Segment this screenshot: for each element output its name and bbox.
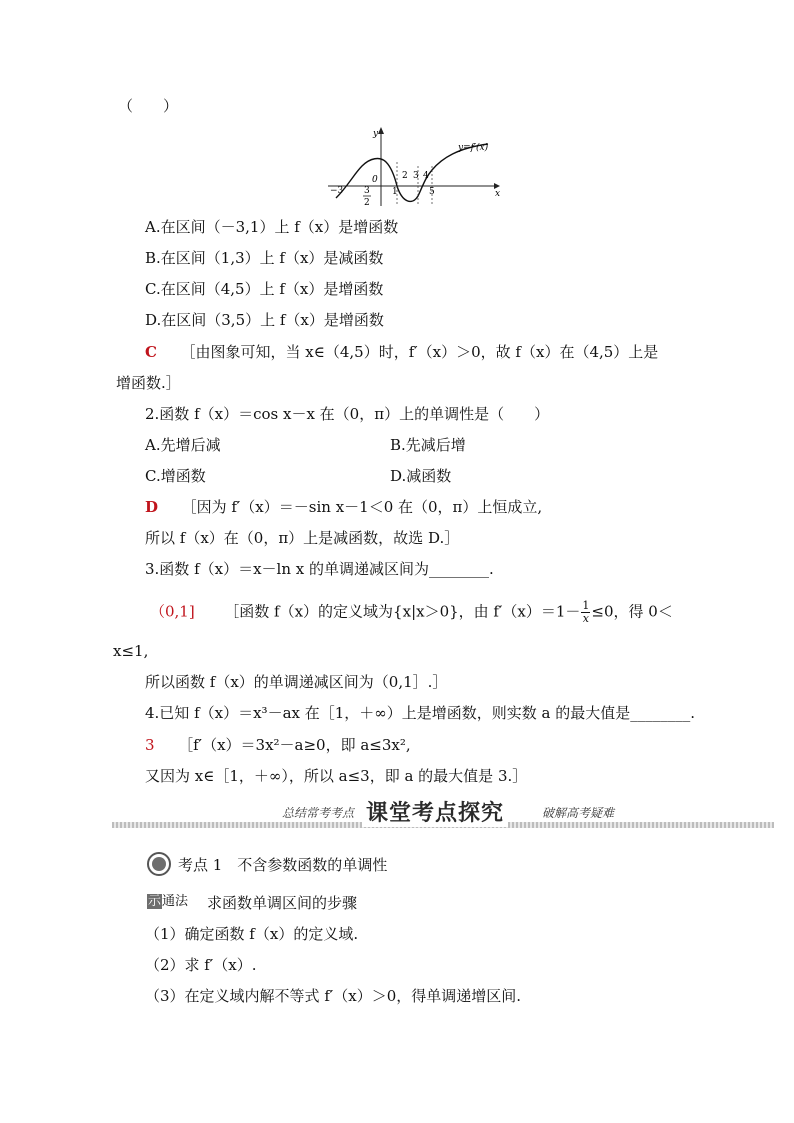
- q3-explanation-2: x≤1,: [113, 642, 149, 660]
- blank-paren: （ ）: [118, 97, 179, 115]
- q4-explanation-1: ［f′（x）＝3x²－a≥0，即 a≤3x²,: [178, 736, 411, 754]
- q2-option-c: C.增函数: [145, 467, 206, 485]
- fraction-denominator: x: [582, 612, 590, 625]
- step-1: （1）确定函数 f（x）的定义域.: [145, 925, 359, 943]
- tick-frac-den: 2: [364, 198, 370, 208]
- q4-answer: 3: [145, 736, 155, 754]
- q1-option-c: C.在区间（4,5）上 f（x）是增函数: [145, 280, 384, 298]
- q3-explanation-3: 所以函数 f（x）的单调递减区间为（0,1］.］: [145, 673, 448, 691]
- q2-explanation-2: 所以 f（x）在（0，π）上是减函数，故选 D.］: [145, 529, 460, 547]
- x-axis-label: x: [495, 189, 501, 199]
- q1-explanation-1: ［由图象可知，当 x∈（4,5）时，f′（x）＞0，故 f（x）在（4,5）上是: [180, 343, 659, 361]
- tick-3: 3: [413, 171, 419, 181]
- q2-option-a: A.先增后减: [145, 436, 221, 454]
- q4-explanation-2: 又因为 x∈［1，＋∞），所以 a≤3，即 a 的最大值是 3.］: [145, 767, 528, 785]
- q3-answer-line: [150, 600, 673, 625]
- section-banner: [112, 796, 774, 836]
- derivative-graph: [328, 126, 508, 208]
- q4-stem: 4.已知 f（x）＝x³－ax 在［1，＋∞）上是增函数，则实数 a 的最大值是________.: [145, 704, 696, 722]
- banner-left-text: 总结常考考点: [282, 806, 355, 820]
- q2-answer-line: [145, 497, 542, 517]
- curve-label: y=f′(x): [458, 143, 489, 153]
- section-heading: 考点 1 不含参数函数的单调性: [178, 856, 388, 874]
- q2-option-d: D.减函数: [390, 467, 452, 485]
- q1-option-d: D.在区间（3,5）上 f（x）是增函数: [145, 311, 384, 329]
- banner-right-text: 破解高考疑难: [542, 806, 615, 820]
- banner-title: 课堂考点探究: [362, 796, 508, 827]
- method-tag-box: 示: [148, 894, 162, 909]
- q2-option-b: B.先减后增: [390, 436, 466, 454]
- method-tag: [147, 893, 188, 911]
- fraction-numerator: 1: [582, 599, 590, 612]
- method-title: 求函数单调区间的步骤: [207, 894, 358, 912]
- q1-option-b: B.在区间（1,3）上 f（x）是减函数: [145, 249, 384, 267]
- q2-answer: D: [145, 498, 159, 516]
- y-axis-label: y: [373, 129, 379, 139]
- tick-1: 1: [392, 187, 398, 197]
- tick-5: 5: [429, 187, 435, 197]
- q3-fraction: [581, 600, 590, 625]
- q1-answer-line: [145, 342, 658, 362]
- tick-frac-num: 3: [364, 186, 370, 196]
- tick-neg3: −3: [330, 186, 344, 196]
- q2-explanation-1: ［因为 f′（x）＝－sin x－1＜0 在（0，π）上恒成立,: [181, 498, 543, 516]
- q3-stem: 3.函数 f（x）＝x－ln x 的单调递减区间为________.: [145, 560, 494, 578]
- step-2: （2）求 f′（x）.: [145, 956, 257, 974]
- q3-explanation-1a: ［函数 f（x）的定义域为{x|x＞0}，由 f′（x）＝1－: [224, 602, 581, 621]
- q2-stem: 2.函数 f（x）＝cos x－x 在（0，π）上的单调性是（ ）: [145, 405, 550, 423]
- section-bullet-icon: [147, 852, 171, 876]
- q1-explanation-2: 增函数.］: [116, 374, 181, 392]
- q3-explanation-1b: ≤0，得 0＜: [591, 602, 673, 621]
- step-3: （3）在定义域内解不等式 f′（x）＞0，得单调递增区间.: [145, 987, 522, 1005]
- tick-2: 2: [402, 171, 408, 181]
- origin-label: 0: [372, 175, 378, 185]
- method-tag-rest: 通法: [162, 894, 189, 909]
- q4-answer-line: [145, 735, 411, 755]
- q1-answer: C: [145, 343, 157, 361]
- q3-answer: （0,1]: [150, 602, 195, 621]
- tick-4: 4: [423, 171, 429, 181]
- q1-option-a: A.在区间（－3,1）上 f（x）是增函数: [145, 218, 399, 236]
